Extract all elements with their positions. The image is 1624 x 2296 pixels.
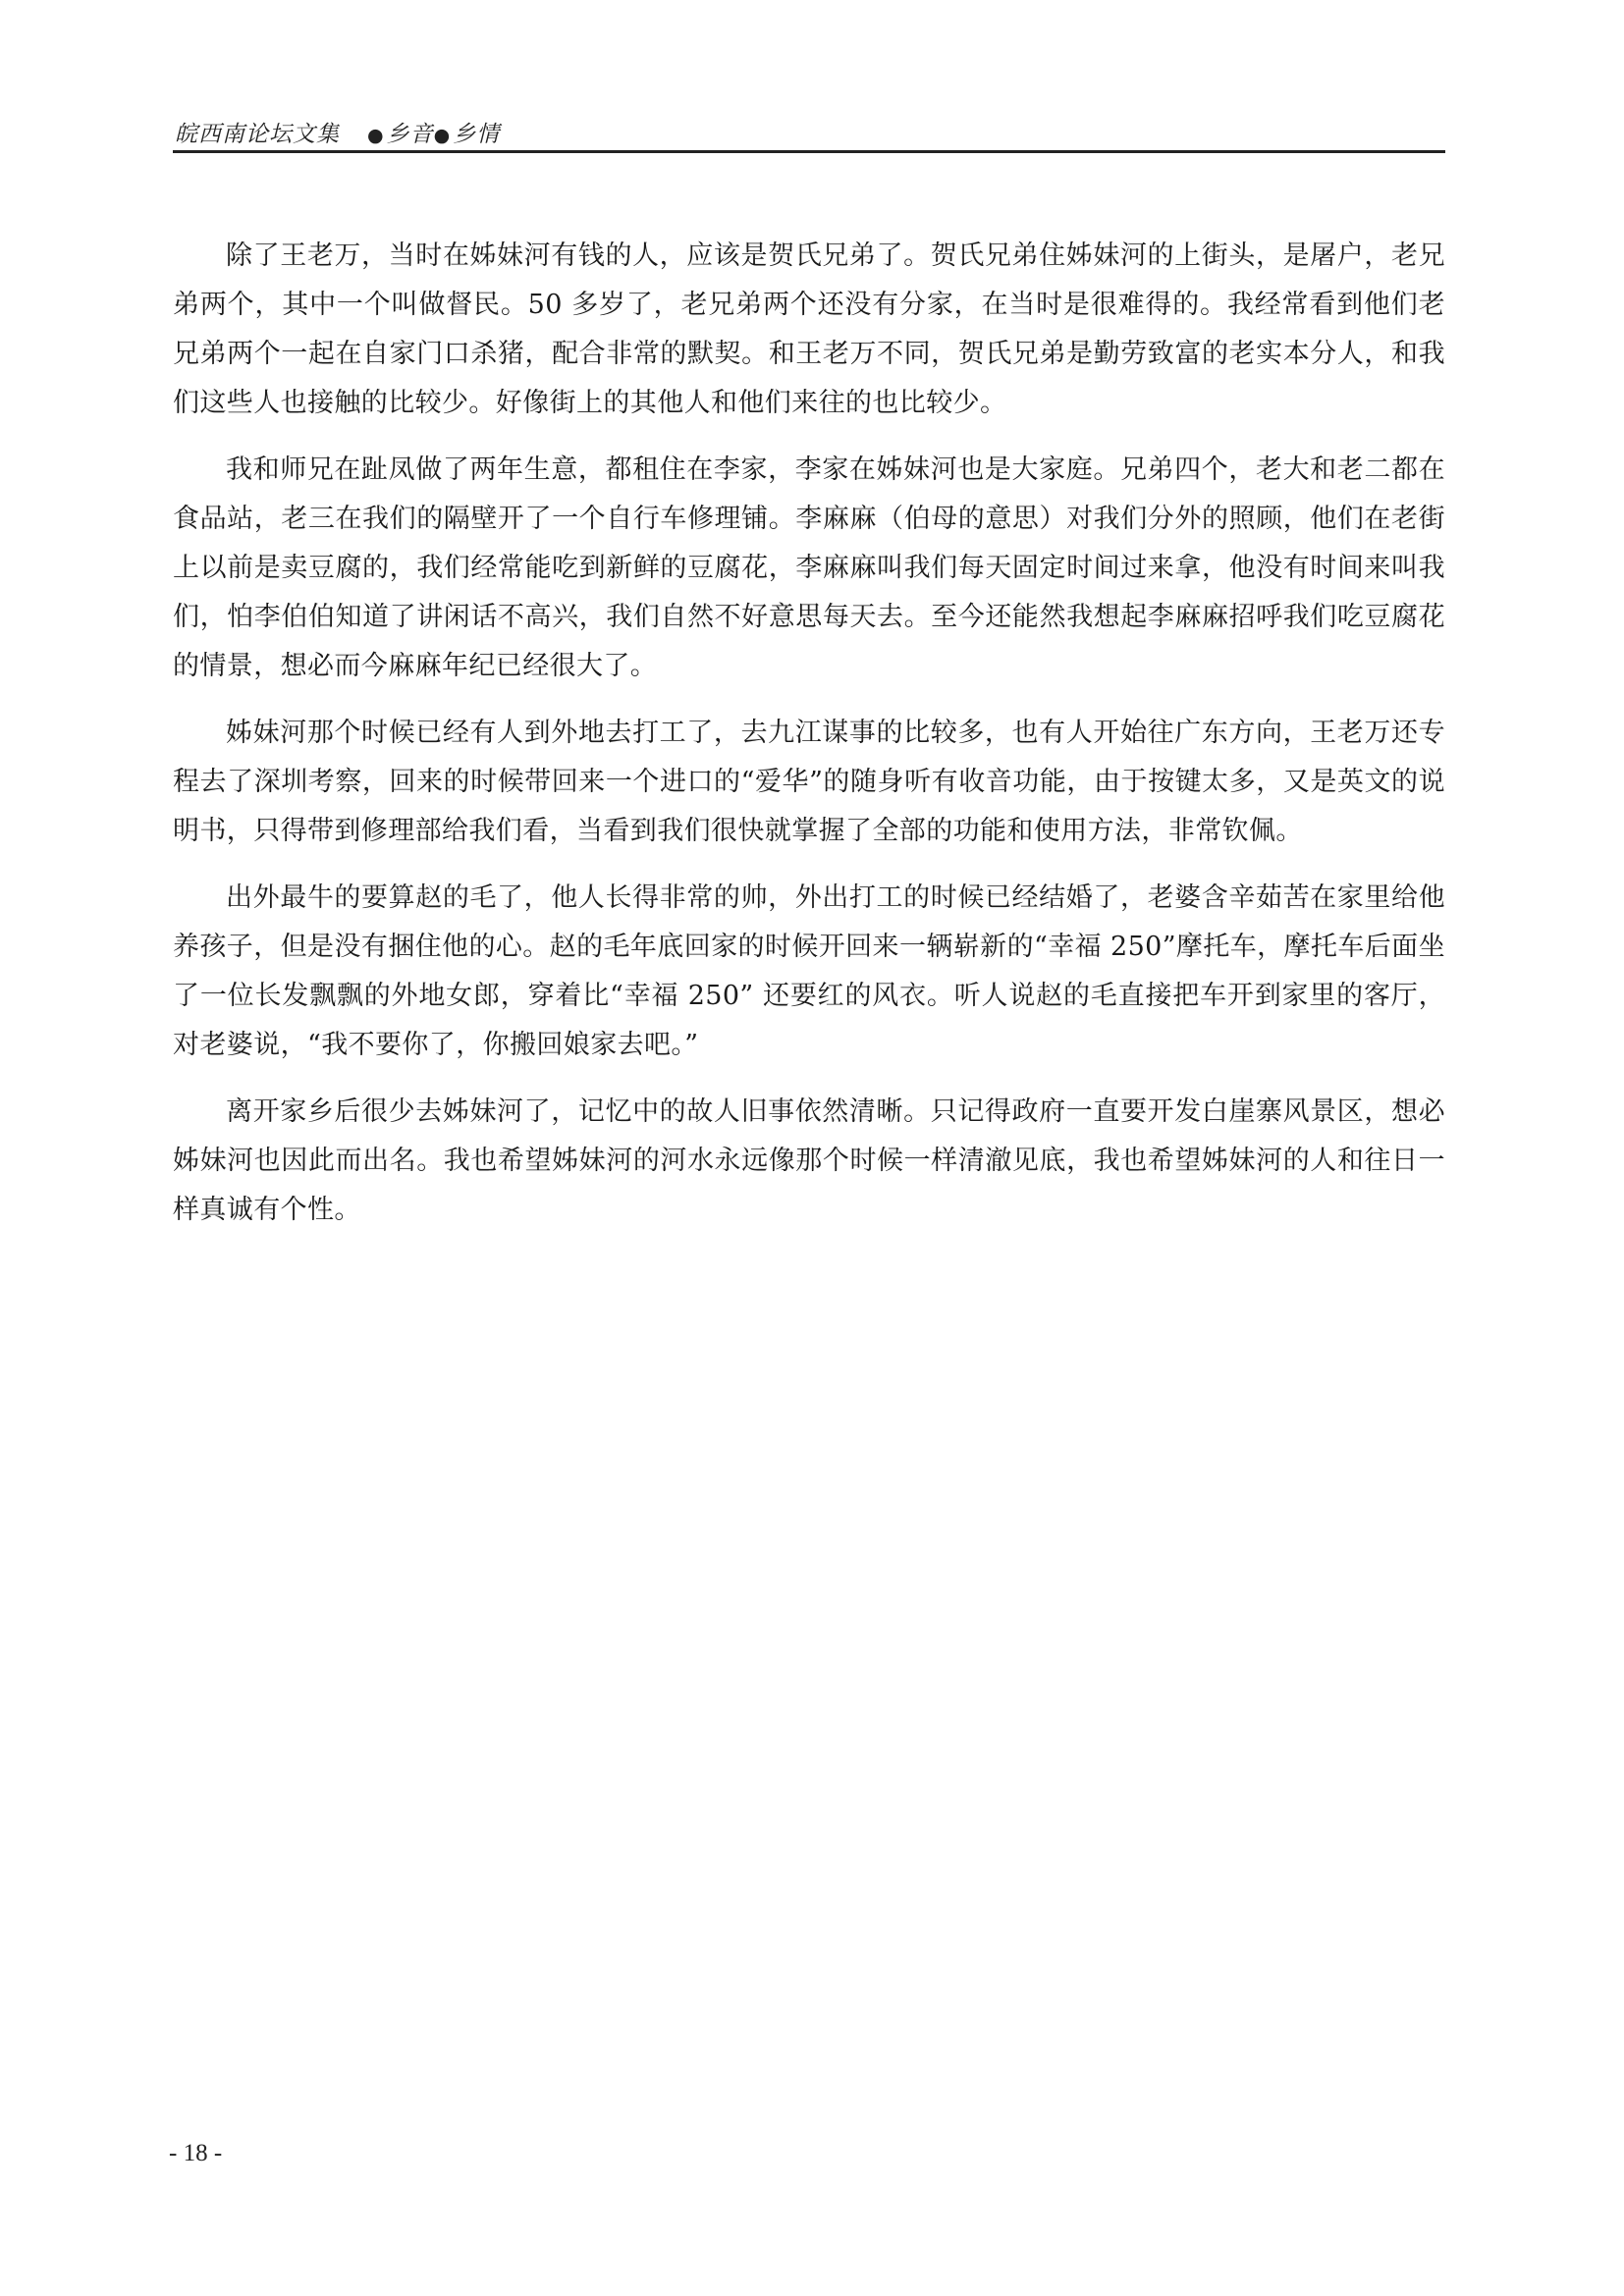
paragraph: 离开家乡后很少去姊妹河了，记忆中的故人旧事依然清晰。只记得政府一直要开发白崖寨风景区，想必姊妹河也因此而出名。我也希望姊妹河的河水永远像那个时候一样清澈见底，我也希望姊妹河的人和往日一样真诚有个性。	[173, 1096, 1445, 1225]
paragraph: 我和师兄在趾凤做了两年生意，都租住在李家，李家在姊妹河也是大家庭。兄弟四个，老大和老二都在食品站，老三在我们的隔壁开了一个自行车修理铺。李麻麻（伯母的意思）对我们分外的照顾，他们在老街上以前是卖豆腐的，我们经常能吃到新鲜的豆腐花，李麻麻叫我们每天固定时间过来拿，他没有时间来叫我们，怕李伯伯知道了讲闲话不高兴，我们自然不好意思每天去。至今还能然我想起李麻麻招呼我们吃豆腐花的情景，想必而今麻麻年纪已经很大了。	[173, 454, 1445, 681]
paragraph: 出外最牛的要算赵的毛了，他人长得非常的帅，外出打工的时候已经结婚了，老婆含辛茹苦在家里给他养孩子，但是没有捆住他的心。赵的毛年底回家的时候开回来一辆崭新的“幸福 250”摩托车，摩托车后面坐了一位长发飘飘的外地女郎，穿着比“幸福 250” 还要红的风衣。听人说赵的毛直接把车开到家里的客厅，对老婆说，“我不要你了，你搬回娘家去吧。”	[173, 882, 1445, 1060]
paragraph: 姊妹河那个时候已经有人到外地去打工了，去九江谋事的比较多，也有人开始往广东方向，王老万还专程去了深圳考察，回来的时候带回来一个进口的“爱华”的随身听有收音功能，由于按键太多，又是英文的说明书，只得带到修理部给我们看，当看到我们很快就掌握了全部的功能和使用方法，非常钦佩。	[173, 718, 1445, 846]
header-title	[175, 116, 500, 148]
page-number: - 18 -	[169, 2140, 223, 2166]
paragraph: 除了王老万，当时在姊妹河有钱的人，应该是贺氏兄弟了。贺氏兄弟住姊妹河的上街头，是屠户，老兄弟两个，其中一个叫做督民。50 多岁了，老兄弟两个还没有分家，在当时是很难得的。我经常看到他们老兄弟两个一起在自家门口杀猪，配合非常的默契。和王老万不同，贺氏兄弟是勤劳致富的老实本分人，和我们这些人也接触的比较少。好像街上的其他人和他们来往的也比较少。	[173, 240, 1445, 418]
book-title: 皖西南论坛文集	[175, 122, 340, 147]
section-label-1: 乡音	[386, 122, 434, 147]
bullet-icon: ●	[367, 125, 385, 146]
running-header	[173, 110, 1445, 153]
bullet-icon: ●	[433, 125, 452, 146]
article-body	[173, 232, 1445, 1253]
section-label-2: 乡情	[453, 122, 501, 147]
